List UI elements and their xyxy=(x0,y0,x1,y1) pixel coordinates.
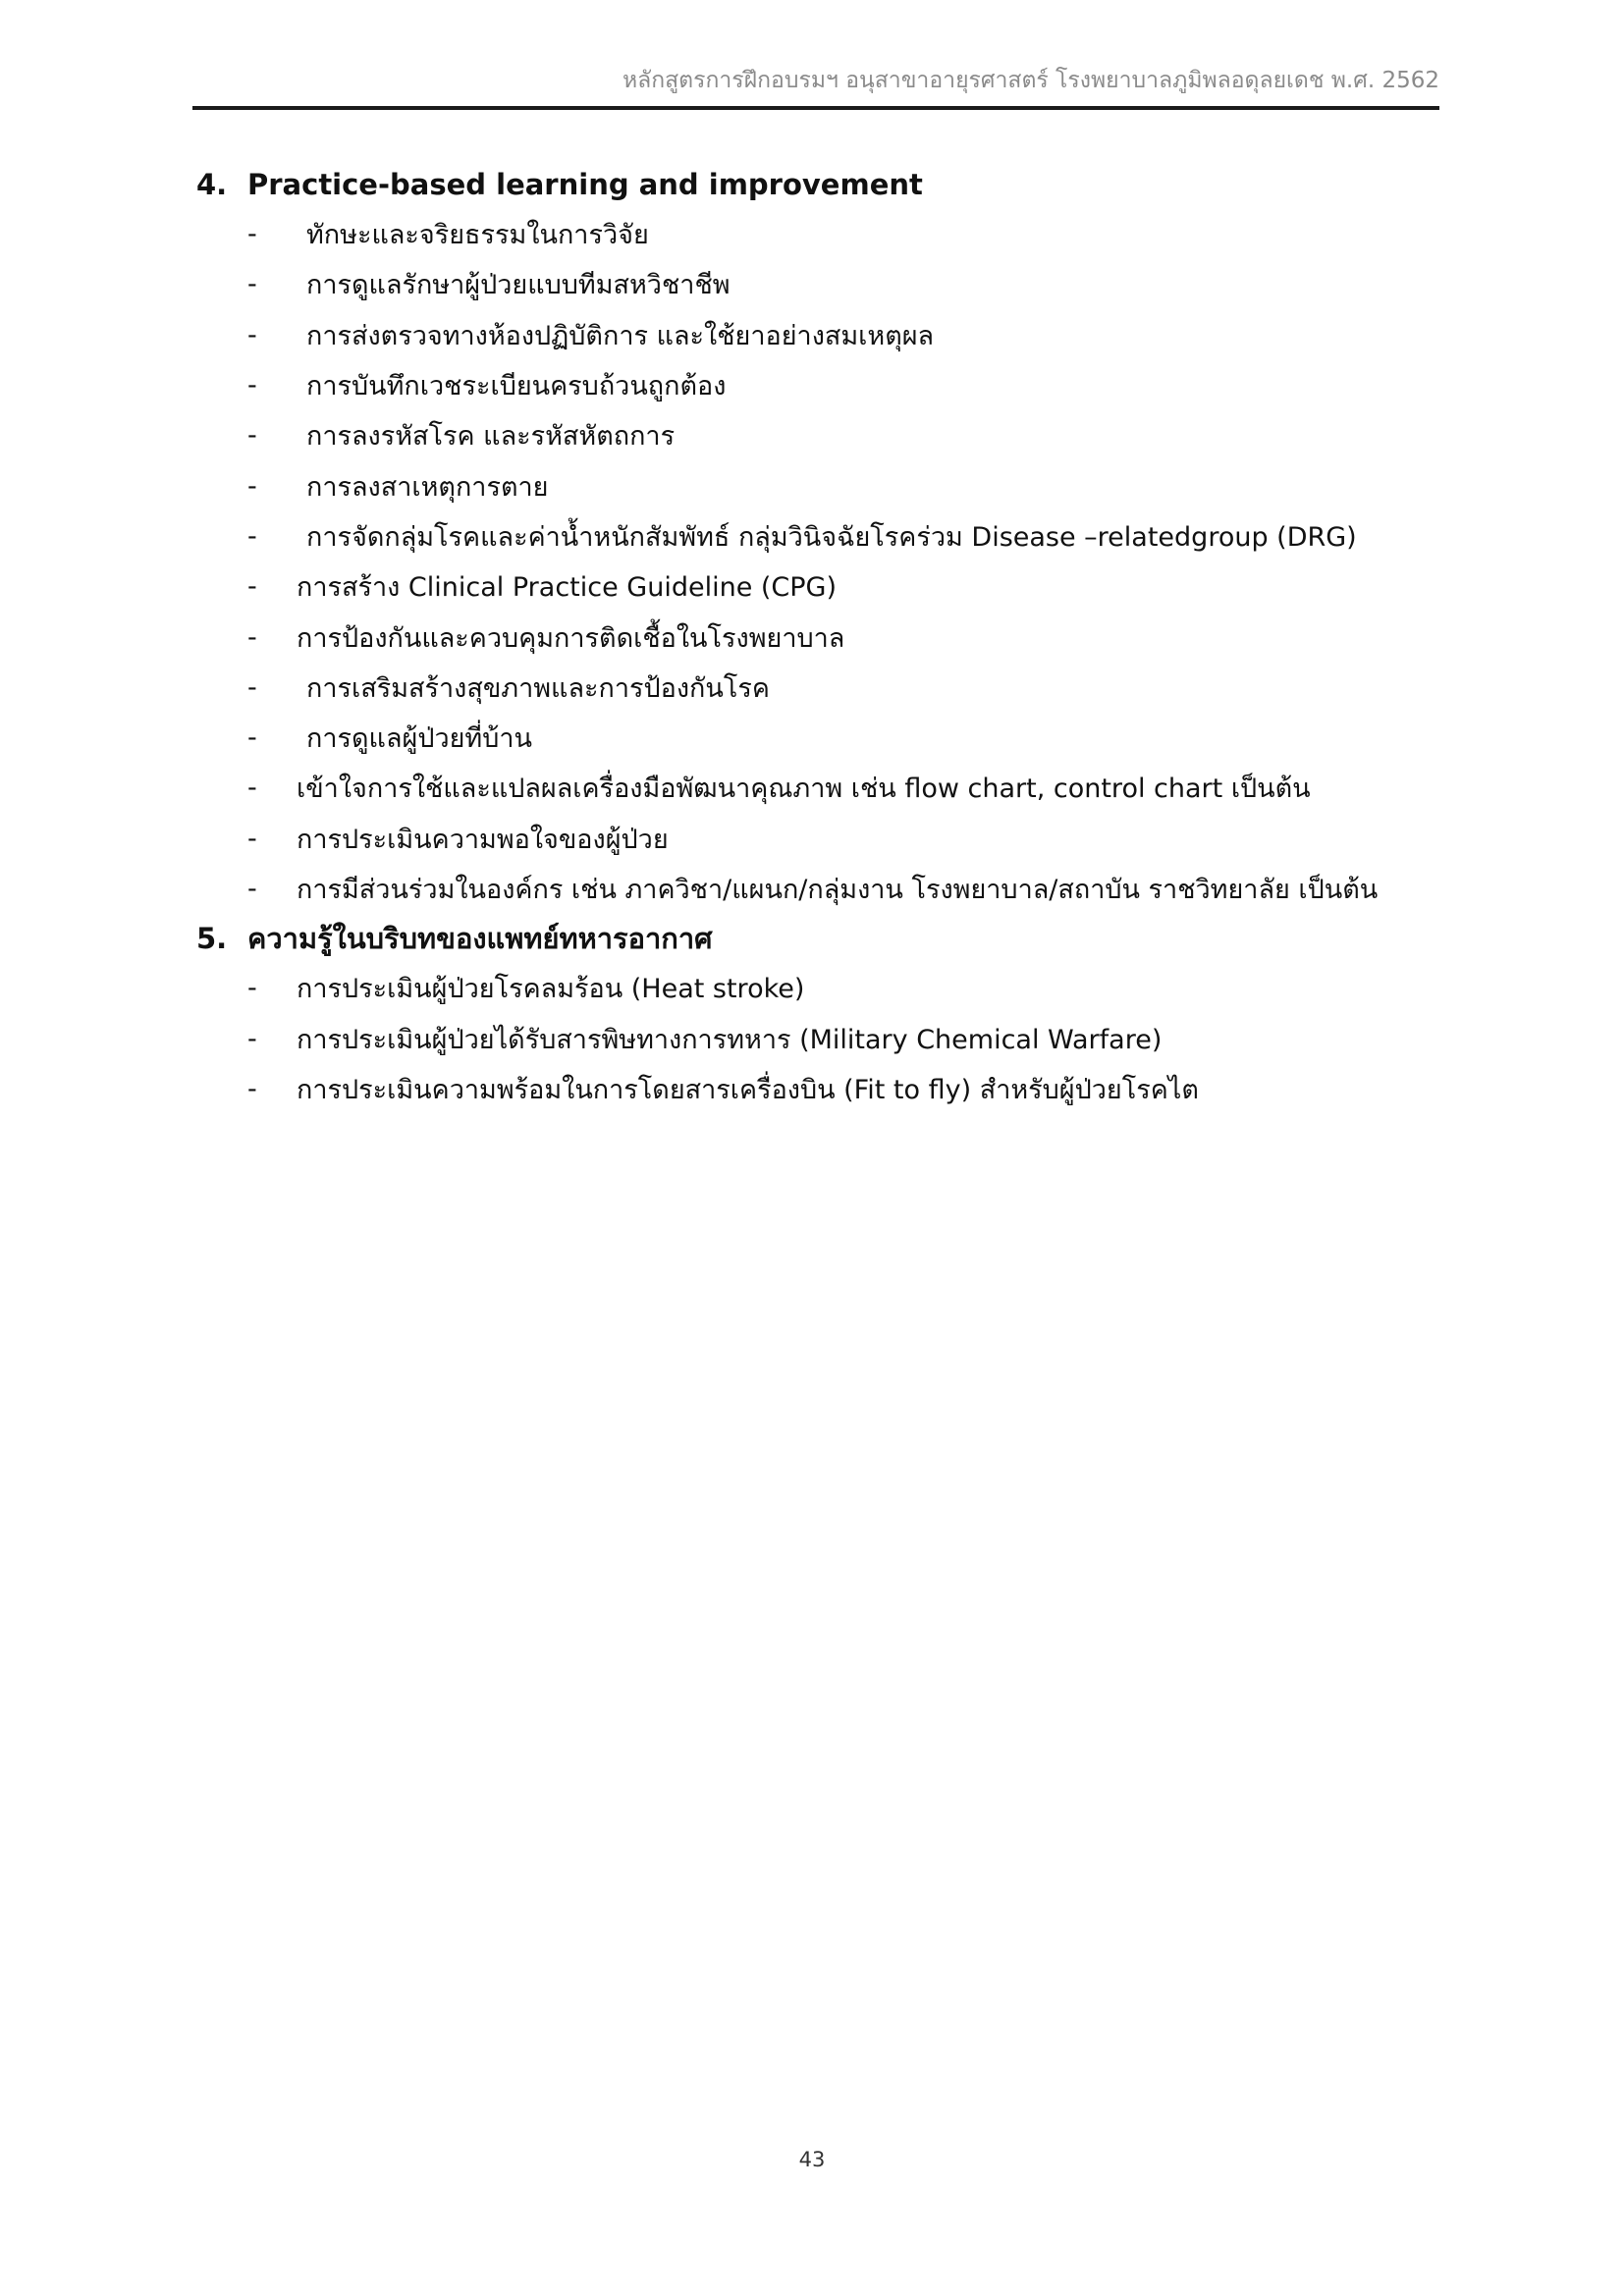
bullet-dash: - xyxy=(247,621,257,653)
document-body xyxy=(196,160,1434,1114)
list-item-text: การลงรหัสโรค และรหัสหัตถการ xyxy=(306,421,676,453)
list-item-text: การดูแลผู้ป่วยที่บ้าน xyxy=(306,723,532,755)
header-divider xyxy=(192,106,1439,110)
bullet-dash: - xyxy=(247,370,257,401)
list-item xyxy=(196,814,1434,864)
bullet-dash: - xyxy=(247,1073,257,1104)
page-number: 43 xyxy=(798,2148,826,2171)
list-item xyxy=(196,209,1434,259)
list-item xyxy=(196,410,1434,460)
running-header: หลักสูตรการฝึกอบรมฯ อนุสาขาอายุรศาสตร์ โรงพยาบาลภูมิพลอดุลยเดช พ.ศ. 2562 xyxy=(622,68,1439,93)
bullet-dash: - xyxy=(247,671,257,703)
list-item-text: ทักษะและจริยธรรมในการวิจัย xyxy=(306,220,649,251)
list-item xyxy=(196,1064,1434,1114)
list-item-text: การประเมินผู้ป่วยได้รับสารพิษทางการทหาร (Military Chemical Warfare) xyxy=(297,1024,1163,1055)
list-item-text: การบันทึกเวชระเบียนครบถ้วนถูกต้อง xyxy=(306,371,727,402)
list-item-text: การประเมินความพร้อมในการโดยสารเครื่องบิน (Fit to fly) สำหรับผู้ป่วยโรคไต xyxy=(297,1074,1199,1105)
list-item xyxy=(196,713,1434,763)
list-item xyxy=(196,561,1434,612)
list-item-text: การเสริมสร้างสุขภาพและการป้องกันโรค xyxy=(306,672,770,704)
bullet-dash: - xyxy=(247,520,257,552)
list-item-text: การดูแลรักษาผู้ป่วยแบบทีมสหวิชาชีพ xyxy=(306,270,731,301)
bullet-dash: - xyxy=(247,722,257,754)
list-item-text: การมีส่วนร่วมในองค์กร เช่น ภาควิชา/แผนก/กลุ่มงาน โรงพยาบาล/สถาบัน ราชวิทยาลัย เป็นต้น xyxy=(297,875,1379,905)
section-title: Practice-based learning and improvement xyxy=(247,168,923,201)
list-item-text: เข้าใจการใช้และแปลผลเครื่องมือพัฒนาคุณภาพ เช่น flow chart, control chart เป็นต้น xyxy=(297,774,1311,805)
bullet-dash: - xyxy=(247,219,257,250)
list-item xyxy=(196,310,1434,360)
list-item xyxy=(196,663,1434,713)
list-item xyxy=(196,763,1434,813)
section-heading-5 xyxy=(196,914,1434,963)
list-item-text: การส่งตรวจทางห้องปฏิบัติการ และใช้ยาอย่างสมเหตุผล xyxy=(306,320,935,351)
bullet-dash: - xyxy=(247,823,257,854)
list-item xyxy=(196,1013,1434,1063)
section-number: 4. xyxy=(196,168,228,201)
bullet-dash: - xyxy=(247,874,257,904)
bullet-dash: - xyxy=(247,1023,257,1054)
list-item-text: การสร้าง Clinical Practice Guideline (CPG) xyxy=(297,572,838,604)
bullet-dash: - xyxy=(247,319,257,350)
list-item-text: การประเมินความพอใจของผู้ป่วย xyxy=(297,824,669,855)
list-item-text: การประเมินผู้ป่วยโรคลมร้อน (Heat stroke) xyxy=(297,974,805,1005)
bullet-dash: - xyxy=(247,420,257,452)
list-item xyxy=(196,460,1434,510)
section-heading-4 xyxy=(196,160,1434,209)
bullet-dash: - xyxy=(247,470,257,502)
bullet-dash: - xyxy=(247,773,257,804)
section-title: ความรู้ในบริบทของแพทย์ทหารอากาศ xyxy=(247,922,713,956)
list-item xyxy=(196,864,1434,914)
list-item-text: การลงสาเหตุการตาย xyxy=(306,471,549,503)
list-item xyxy=(196,963,1434,1013)
list-item xyxy=(196,259,1434,309)
list-item xyxy=(196,360,1434,410)
list-item-text: การป้องกันและควบคุมการติดเชื้อในโรงพยาบาล xyxy=(297,622,845,654)
list-item-text: การจัดกลุ่มโรคและค่าน้ำหนักสัมพัทธ์ กลุ่มวินิจฉัยโรคร่วม Disease –relatedgroup (DRG) xyxy=(306,521,1357,553)
bullet-dash: - xyxy=(247,571,257,603)
list-item xyxy=(196,612,1434,662)
bullet-dash: - xyxy=(247,973,257,1004)
list-item xyxy=(196,511,1434,561)
section-number: 5. xyxy=(196,922,228,956)
bullet-dash: - xyxy=(247,269,257,300)
